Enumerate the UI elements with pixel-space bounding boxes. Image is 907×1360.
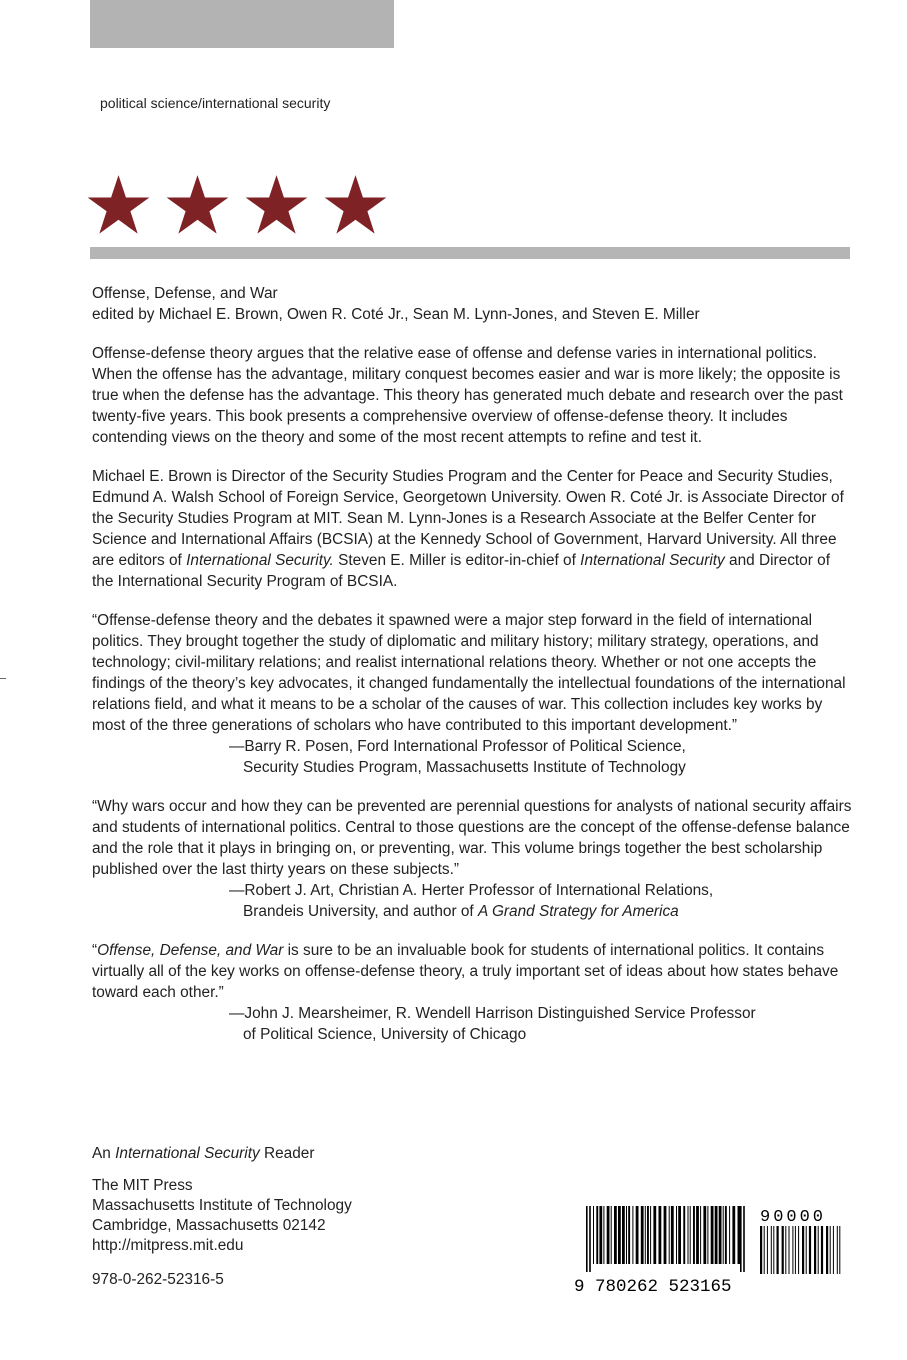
divider-bar — [90, 247, 850, 259]
barcode-bar — [683, 1206, 685, 1264]
barcode-bar — [830, 1226, 831, 1274]
star-icon — [87, 175, 150, 235]
barcode-bar — [586, 1206, 588, 1272]
back-cover-text — [92, 283, 852, 1045]
barcode-bar — [798, 1226, 799, 1274]
bio-journal: International Security — [580, 552, 725, 569]
publisher-block — [92, 1144, 352, 1290]
barcode-bar — [719, 1206, 722, 1264]
barcode-bar — [771, 1226, 772, 1274]
quote-mearsheimer — [92, 940, 852, 1003]
barcode-bar — [743, 1206, 745, 1272]
title-block — [92, 283, 852, 325]
star-shape — [246, 175, 308, 234]
series-line — [92, 1144, 352, 1164]
barcode-bar — [693, 1206, 695, 1264]
barcode-bar — [596, 1206, 598, 1264]
star-shape — [325, 175, 387, 234]
barcode-bar — [589, 1206, 591, 1272]
book-editors: edited by Michael E. Brown, Owen R. Coté Jr., Sean M. Lynn-Jones, and Steven E. Miller — [92, 306, 700, 323]
barcode-bar — [632, 1206, 633, 1264]
star-icon — [324, 175, 387, 235]
barcode-bar — [760, 1226, 762, 1274]
attribution-line: —Robert J. Art, Christian A. Herter Professor of International Relations, — [229, 882, 714, 899]
edge-mark — [0, 678, 6, 679]
quote-text: is sure to be an invaluable book for students of international politics. It contains virtually all of the key works on offense-defense theory, a truly important set of ideas about how states behave toward each other.” — [92, 942, 839, 1001]
barcode-bar — [826, 1226, 828, 1274]
barcode-bar — [785, 1226, 786, 1274]
attribution-text: Brandeis University, and author of — [243, 903, 478, 920]
barcode-bar — [607, 1206, 610, 1264]
publisher-city: Cambridge, Massachusetts 02142 — [92, 1217, 326, 1234]
isbn: 978-0-262-52316-5 — [92, 1271, 224, 1288]
barcode-bar — [659, 1206, 662, 1264]
quote-art: “Why wars occur and how they can be prevented are perennial questions for analysts of national security affairs and students of international politics. Central to those questions are the concept of the offense-defense balance and the role that it plays in bringing on, or preventing, war. This volume brings together the best scholarship published over the last thirty years on these subjects.” — [92, 798, 852, 878]
barcode-bar — [821, 1226, 823, 1274]
star-shape — [167, 175, 229, 234]
book-title: Offense, Defense, and War — [92, 285, 278, 302]
bio-text: Michael E. Brown is Director of the Security Studies Program and the Center for Peace and Security Studies, Edmund A. Walsh School of Foreign Service, Georgetown University. Owen R. Coté Jr. is Associate Director of the Security Studies Program at MIT. Sean M. Lynn-Jones is a Research Associate at the Belfer Center for Science and International Affairs (BCSIA) at the Kennedy School of Government, Harvard University. All three are editors of — [92, 468, 844, 569]
barcode-bar — [738, 1206, 741, 1264]
barcode-bar — [764, 1226, 765, 1274]
barcode-bar — [669, 1206, 670, 1264]
series-text: Reader — [259, 1145, 315, 1162]
star-icon — [166, 175, 229, 235]
barcode-addon-digits: 90000 — [760, 1208, 827, 1227]
attribution-line — [229, 901, 852, 922]
barcode-bar — [603, 1206, 604, 1264]
publisher-institution: Massachusetts Institute of Technology — [92, 1197, 352, 1214]
barcode-bar — [833, 1226, 834, 1274]
barcode-bar — [809, 1226, 811, 1274]
publisher-name: The MIT Press — [92, 1177, 193, 1194]
barcode-bar — [732, 1206, 735, 1264]
barcode-addon-bars — [760, 1226, 840, 1274]
attribution-posen — [92, 736, 852, 778]
barcode-main-bars — [586, 1206, 745, 1272]
barcode-bar — [678, 1206, 681, 1264]
star-row — [87, 175, 387, 235]
barcode-bar — [636, 1206, 639, 1264]
star-icon — [245, 175, 308, 235]
bio-text: Steven E. Miller is editor-in-chief of — [333, 552, 581, 569]
star-shape — [88, 175, 150, 234]
barcode-bar — [700, 1206, 701, 1264]
barcode-bar — [795, 1226, 796, 1274]
barcode-bar — [622, 1206, 625, 1264]
attribution-line: of Political Science, University of Chicago — [243, 1026, 527, 1043]
barcode-bar — [777, 1226, 779, 1274]
barcode-bar — [696, 1206, 699, 1264]
barcode-bar — [782, 1226, 784, 1274]
barcode-bar — [611, 1206, 612, 1264]
attribution-art — [92, 880, 852, 922]
quote-mark: “ — [92, 942, 98, 959]
subject-category: political science/international security — [100, 95, 331, 111]
description: Offense-defense theory argues that the relative ease of offense and defense varies in international politics. When the offense has the advantage, military conquest becomes easier and war is more likely; the opposite is true when the defense has the advantage. This theory has generated much debate and research over the past twenty-five years. This book presents a comprehensive overview of offense-defense theory. It includes contending views on the theory and some of the most recent attempts to refine and test it. — [92, 345, 843, 446]
barcode — [574, 1206, 844, 1296]
attribution-mearsheimer — [92, 1003, 852, 1045]
barcode-bar — [802, 1226, 804, 1274]
barcode-bar — [711, 1206, 714, 1264]
barcode-bar — [707, 1206, 708, 1264]
barcode-bar — [814, 1226, 816, 1274]
attribution-line: —John J. Mearsheimer, R. Wendell Harrison Distinguished Service Professor — [229, 1005, 756, 1022]
barcode-bar — [703, 1206, 706, 1264]
barcode-bar — [647, 1206, 649, 1264]
barcode-bar — [690, 1206, 691, 1264]
attribution-line: —Barry R. Posen, Ford International Professor of Political Science, — [229, 738, 686, 755]
barcode-digits: 9 780262 523165 — [574, 1277, 732, 1296]
series-journal: International Security — [115, 1145, 260, 1162]
barcode-bar — [653, 1206, 656, 1264]
barcode-bar — [715, 1206, 718, 1264]
barcode-bar — [729, 1206, 730, 1264]
attribution-line: Security Studies Program, Massachusetts Institute of Technology — [243, 759, 686, 776]
quote-posen: “Offense-defense theory and the debates it spawned were a major step forward in the field of international politics. They brought together the study of diplomatic and military history; military strategy, operations, and technology; civil-military relations; and realist international relations theory. Whether or not one accepts the findings of the theory’s key advocates, it changed fundamentally the intellectual foundations of the international relations field, and what it means to be a scholar of the causes of war. This collection includes key works by most of the three generations of scholars who have contributed to this important development.” — [92, 612, 846, 734]
barcode-bar — [664, 1206, 667, 1264]
barcode-bar — [650, 1206, 651, 1264]
bio-journal: International Security. — [186, 552, 334, 569]
barcode-bar — [789, 1226, 790, 1274]
barcode-bar — [628, 1206, 630, 1264]
editor-bios — [92, 466, 852, 592]
barcode-bar — [688, 1206, 689, 1264]
barcode-bar — [671, 1206, 674, 1264]
quote-book-title: Offense, Defense, and War — [97, 942, 284, 959]
barcode-bar — [773, 1226, 774, 1274]
barcode-bar — [818, 1226, 819, 1274]
barcode-bar — [837, 1226, 838, 1274]
barcode-bar — [676, 1206, 677, 1264]
barcode-bar — [723, 1206, 724, 1264]
barcode-bar — [599, 1206, 602, 1264]
barcode-bar — [839, 1226, 840, 1274]
barcode-bar — [740, 1206, 742, 1272]
barcode-bar — [725, 1206, 727, 1264]
barcode-bar — [593, 1206, 594, 1264]
barcode-bar — [618, 1206, 621, 1264]
series-text: An — [92, 1145, 116, 1162]
barcode-bar — [767, 1226, 768, 1274]
top-gray-bar — [90, 0, 394, 48]
barcode-bar — [626, 1206, 627, 1264]
barcode-bar — [641, 1206, 644, 1264]
barcode-bar — [614, 1206, 617, 1264]
publisher-url: http://mitpress.mit.edu — [92, 1237, 244, 1254]
bio-text: and Director of the International Security Program of BCSIA. — [92, 552, 830, 590]
attribution-book-title: A Grand Strategy for America — [477, 903, 679, 920]
barcode-bar — [792, 1226, 793, 1274]
barcode-bar — [806, 1226, 807, 1274]
barcode-bar — [645, 1206, 646, 1264]
